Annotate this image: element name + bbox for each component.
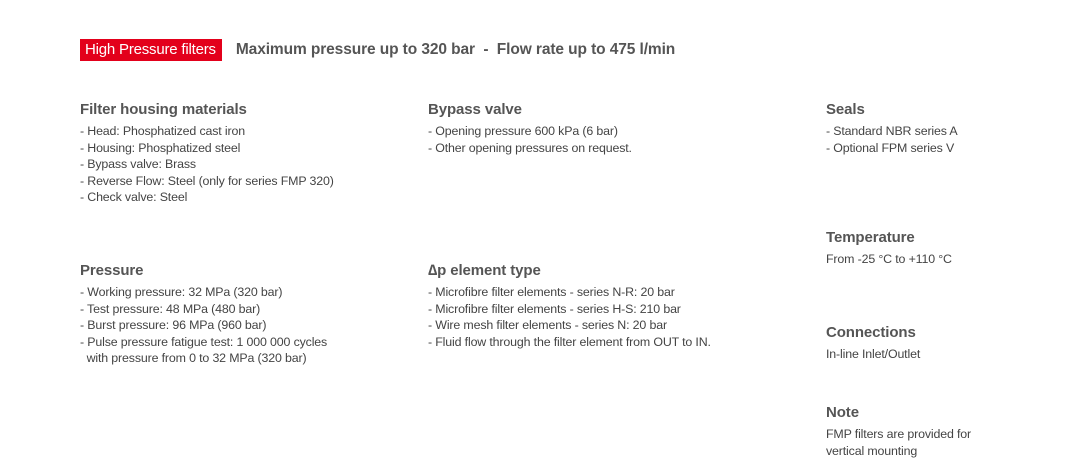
pressure-section [80, 262, 327, 367]
list-item: - Housing: Phosphatized steel [80, 140, 241, 155]
section-text: FMP filters are provided for vertical mounting [826, 427, 972, 458]
section-text: In-line Inlet/Outlet [826, 347, 921, 361]
section-title: Pressure [80, 262, 144, 279]
spec-list [80, 284, 327, 367]
seals-section [826, 101, 958, 156]
filter-housing-section [80, 101, 334, 206]
list-item: - Check valve: Steel [80, 190, 188, 205]
spec-list [428, 284, 711, 350]
spec-list [428, 123, 632, 156]
list-item: - Pulse pressure fatigue test: 1 000 000 cycles [80, 334, 328, 349]
list-item: - Other opening pressures on request. [428, 140, 632, 155]
section-title: Note [826, 404, 859, 421]
section-title: Connections [826, 324, 916, 341]
section-title: Filter housing materials [80, 101, 247, 118]
page-header [80, 39, 675, 61]
list-item: - Wire mesh filter elements - series N: 20 bar [428, 318, 667, 333]
list-item: - Opening pressure 600 kPa (6 bar) [428, 124, 618, 138]
list-item: - Microfibre filter elements - series H-S: 210 bar [428, 301, 681, 316]
headline: Maximum pressure up to 320 bar - Flow rate up to 475 l/min [235, 41, 676, 58]
note-section [826, 404, 986, 459]
list-item: - Working pressure: 32 MPa (320 bar) [80, 285, 283, 299]
section-title: Bypass valve [428, 101, 522, 118]
temperature-section [826, 229, 952, 268]
section-title: ∆p element type [428, 262, 541, 279]
section-title: Seals [826, 101, 865, 118]
spec-list [826, 123, 958, 156]
list-item: - Optional FPM series V [826, 140, 955, 155]
list-item: - Fluid flow through the filter element from OUT to IN. [428, 334, 711, 349]
list-item: - Standard NBR series A [826, 124, 958, 138]
list-item: - Reverse Flow: Steel (only for series FMP 320) [80, 173, 334, 188]
list-item: - Microfibre filter elements - series N-R: 20 bar [428, 285, 675, 299]
bypass-valve-section [428, 101, 632, 156]
list-item: with pressure from 0 to 32 MPa (320 bar) [80, 351, 307, 366]
list-item: - Burst pressure: 96 MPa (960 bar) [80, 318, 267, 333]
list-item: - Head: Phosphatized cast iron [80, 124, 245, 138]
section-title: Temperature [826, 229, 915, 246]
dp-element-section [428, 262, 711, 350]
connections-section [826, 324, 920, 363]
list-item: - Test pressure: 48 MPa (480 bar) [80, 301, 261, 316]
list-item: - Bypass valve: Brass [80, 157, 196, 172]
spec-list [80, 123, 334, 206]
section-text: From -25 °C to +110 °C [826, 252, 952, 266]
category-badge: High Pressure filters [80, 39, 222, 61]
